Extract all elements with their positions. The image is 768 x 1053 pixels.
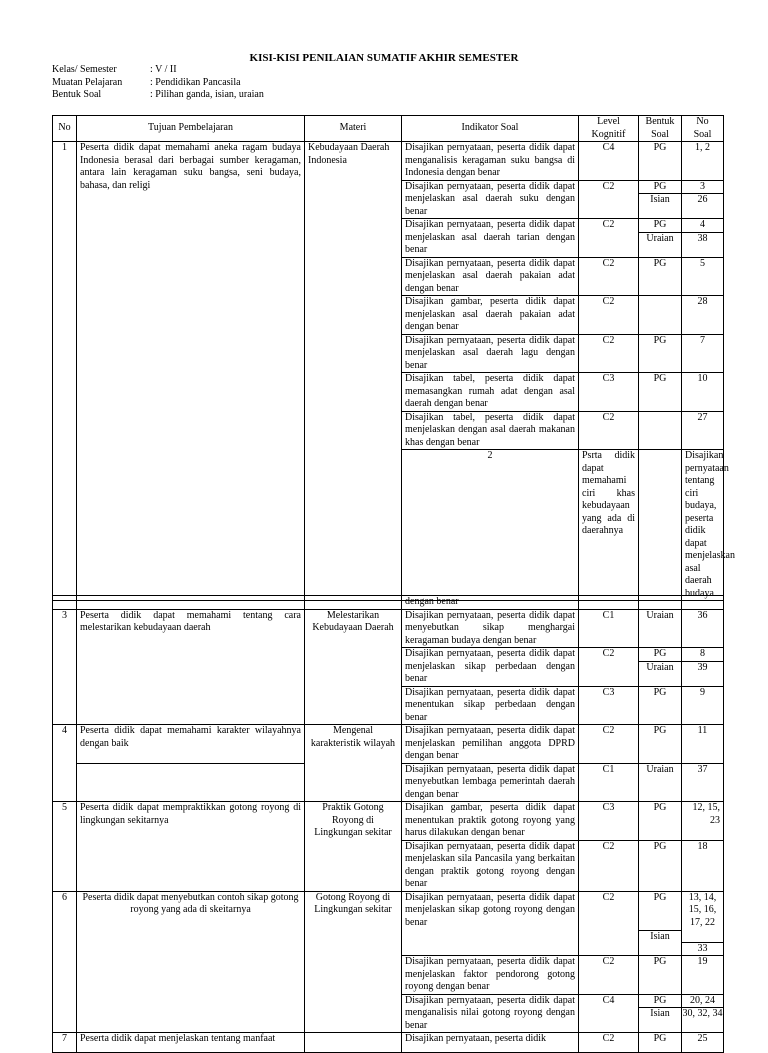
bentuk-soal: [639, 648, 682, 687]
indikator-soal: Disajikan pernyataan, peserta didik dapat menjelaskan asal daerah tarian dengan benar: [402, 219, 579, 258]
bentuk-soal: PG: [639, 334, 682, 373]
bentuk-soal: [639, 891, 682, 956]
materi: Kebudayaan Daerah Indonesia: [305, 142, 402, 601]
no-soal: 36: [682, 609, 724, 648]
bentuk-soal-isian: Isian: [639, 193, 681, 207]
no-soal: 5: [682, 257, 724, 296]
tujuan-pembelajaran: Peserta didik dapat menyebutkan contoh sikap gotong royong yang ada di skeitarnya: [77, 891, 305, 1033]
header-bentuk-soal: [639, 116, 682, 142]
header-nosoal-line2: Soal: [693, 128, 712, 140]
bentuk-soal: PG: [639, 802, 682, 841]
level-kognitif: C4: [579, 142, 639, 181]
materi: Praktik Gotong Royong di Lingkungan sekitar: [305, 802, 402, 892]
header-no: No: [53, 116, 77, 142]
tujuan-pembelajaran: Peserta didik dapat memahami tentang cara melestarikan kebudayaan daerah: [77, 609, 305, 725]
indikator-soal: Disajikan pernyataan, peserta didik dapat menjelaskan asal daerah suku dengan benar: [402, 180, 579, 219]
level-kognitif: C2: [579, 411, 639, 450]
bentuk-soal: [639, 411, 682, 450]
bentuk-soal-pg: PG: [653, 180, 667, 192]
header-nosoal-line1: No: [696, 116, 709, 127]
level-kognitif: C2: [579, 725, 639, 764]
indikator-soal: Disajikan pernyataan, peserta didik dapat menentukan sikap perbedaan dengan benar: [402, 686, 579, 725]
materi: [305, 596, 402, 610]
tujuan-pembelajaran: Psrta didik dapat memahami ciri khas kebudayaan yang ada di daerahnya: [579, 450, 639, 601]
materi: [639, 450, 682, 601]
no-soal: 1, 2: [682, 142, 724, 181]
indikator-soal: Disajikan pernyataan, peserta didik dapat menyebutkan lembaga pemerintah daerah dengan benar: [402, 763, 579, 802]
bentuk-soal-pg: PG: [653, 994, 667, 1006]
no-soal: [682, 596, 724, 610]
indikator-soal: Disajikan pernyataan tentang ciri budaya, peserta didik dapat menjelaskan asal daerah budaya: [682, 450, 724, 601]
no-soal-pg: 8: [700, 648, 705, 659]
row-number: 6: [53, 891, 77, 1033]
bentuk-soal-uraian: Uraian: [639, 661, 681, 675]
tujuan-pembelajaran: Peserta didik dapat memahami aneka ragam budaya Indonesia berasal dari berbagai sumber keragaman, antara lain keragaman suku bangsa, seni budaya, bahasa, dan religi: [77, 142, 305, 601]
bentuk-soal-uraian: Uraian: [639, 232, 681, 246]
bentuk-soal-pg: PG: [653, 219, 667, 230]
indikator-soal: Disajikan pernyataan, peserta didik dapat menganalisis keragaman suku bangsa di Indonesia dengan benar: [402, 142, 579, 181]
row-number: 1: [53, 142, 77, 601]
header-tujuan-pembelajaran: Tujuan Pembelajaran: [77, 116, 305, 142]
no-soal-isian: 33: [682, 942, 723, 956]
indikator-soal: Disajikan gambar, peserta didik dapat menjelaskan asal daerah pakaian adat dengan benar: [402, 296, 579, 335]
no-soal: [682, 180, 724, 219]
header-materi: Materi: [305, 116, 402, 142]
indikator-soal: Disajikan pernyataan, peserta didik dapat menjelaskan sikap perbedaan dengan benar: [402, 648, 579, 687]
table-row: [53, 725, 724, 764]
level-kognitif: C2: [579, 257, 639, 296]
indikator-soal: Disajikan tabel, peserta didik dapat memasangkan rumah adat dengan asal daerah dengan benar: [402, 373, 579, 412]
meta-kelas-semester: [52, 64, 264, 77]
row-number: 3: [53, 609, 77, 725]
meta-label: Bentuk Soal: [52, 89, 102, 100]
level-kognitif: C2: [579, 956, 639, 995]
table-row: [53, 891, 724, 956]
level-kognitif: C3: [579, 686, 639, 725]
no-soal: 18: [682, 840, 724, 891]
level-kognitif: C2: [579, 648, 639, 687]
no-soal-pg: 20, 24: [690, 994, 715, 1006]
table-row: [53, 1033, 724, 1053]
level-kognitif: C2: [579, 296, 639, 335]
no-soal-uraian: 39: [682, 661, 723, 675]
no-soal: [682, 994, 724, 1033]
indikator-soal: Disajikan pernyataan, peserta didik dapat menjelaskan asal daerah lagu dengan benar: [402, 334, 579, 373]
level-kognitif: C1: [579, 763, 639, 802]
bentuk-soal: PG: [639, 1033, 682, 1053]
materi: Melestarikan Kebudayaan Daerah: [305, 609, 402, 725]
indikator-soal: Disajikan pernyataan, peserta didik dapat menjelaskan asal daerah pakaian adat dengan benar: [402, 257, 579, 296]
kisi-kisi-table-page-1: [52, 115, 735, 601]
bentuk-soal: PG: [639, 840, 682, 891]
indikator-soal: Disajikan gambar, peserta didik dapat menentukan praktik gotong royong yang harus dilakukan dengan benar: [402, 802, 579, 841]
no-soal: 28: [682, 296, 724, 335]
table-row-continuation: [53, 596, 724, 610]
table-header-row: [53, 116, 724, 142]
level-kognitif: C2: [579, 1033, 639, 1053]
meta-value: : Pendidikan Pancasila: [150, 76, 241, 88]
bentuk-soal: PG: [639, 956, 682, 995]
meta-muatan-pelajaran: [52, 77, 264, 90]
level-kognitif: C2: [579, 219, 639, 258]
bentuk-soal: Uraian: [639, 763, 682, 802]
no-soal-pg: 3: [700, 180, 705, 192]
meta-label: Muatan Pelajaran: [52, 76, 123, 88]
header-level-line1: Level: [597, 116, 620, 127]
no-soal: 10: [682, 373, 724, 412]
indikator-soal: Disajikan pernyataan, peserta didik dapat menyebutkan sikap menghargai keragaman budaya dengan benar: [402, 609, 579, 648]
no-soal: 9: [682, 686, 724, 725]
no-soal: 12, 15, 23: [682, 802, 724, 841]
bentuk-soal: [639, 596, 682, 610]
tujuan-pembelajaran: Peserta didik dapat menjelaskan tentang manfaat: [77, 1033, 305, 1053]
no-soal: [682, 648, 724, 687]
level-kognitif: C2: [579, 840, 639, 891]
meta-bentuk-soal: [52, 89, 264, 102]
level-kognitif: C1: [579, 609, 639, 648]
header-indikator-soal: Indikator Soal: [402, 116, 579, 142]
level-kognitif: [579, 596, 639, 610]
bentuk-soal: Uraian: [639, 609, 682, 648]
bentuk-soal: PG: [639, 142, 682, 181]
level-kognitif: C2: [579, 334, 639, 373]
materi: Mengenal karakteristik wilayah: [305, 725, 402, 802]
level-kognitif: C3: [579, 802, 639, 841]
document-meta: [52, 64, 264, 102]
no-soal: 25: [682, 1033, 724, 1053]
meta-value: : V / II: [150, 64, 177, 75]
meta-value: : Pilihan ganda, isian, uraian: [150, 89, 264, 100]
indikator-soal: Disajikan tabel, peserta didik dapat menjelaskan dengan asal daerah makanan khas dengan benar: [402, 411, 579, 450]
level-kognitif: C4: [579, 994, 639, 1033]
no-soal: 11: [682, 725, 724, 764]
row-number: [53, 596, 77, 610]
tujuan-pembelajaran: [77, 596, 305, 610]
no-soal-pg: 13, 14, 15, 16, 17, 22: [688, 891, 717, 928]
indikator-soal: Disajikan pernyataan, peserta didik: [402, 1033, 579, 1053]
header-level-line2: Kognitif: [591, 128, 626, 140]
bentuk-soal: [639, 994, 682, 1033]
table-row: [53, 142, 724, 167]
no-soal-pg: 4: [700, 219, 705, 230]
row-number: 2: [402, 450, 579, 601]
bentuk-soal: [639, 219, 682, 258]
no-soal-isian: 30, 32, 34: [682, 1008, 723, 1019]
no-soal: 19: [682, 956, 724, 995]
tujuan-pembelajaran-empty: [77, 763, 305, 802]
row-number: 4: [53, 725, 77, 802]
materi: [305, 1033, 402, 1053]
indikator-soal: Disajikan pernyataan, peserta didik dapat menjelaskan pemilihan anggota DPRD dengan benar: [402, 725, 579, 764]
table-row: [53, 802, 724, 841]
bentuk-soal: [639, 180, 682, 219]
header-no-soal: [682, 116, 724, 142]
meta-label: Kelas/ Semester: [52, 64, 117, 75]
no-soal: [682, 219, 724, 258]
bentuk-soal-isian: Isian: [639, 930, 681, 944]
level-kognitif: C2: [579, 891, 639, 956]
indikator-soal: Disajikan pernyataan, peserta didik dapat menjelaskan sikap gotong royong dengan benar: [402, 891, 579, 956]
materi: Gotong Royong di Lingkungan sekitar: [305, 891, 402, 1033]
row-number: 7: [53, 1033, 77, 1053]
bentuk-soal: PG: [639, 257, 682, 296]
no-soal-uraian: 38: [682, 232, 723, 246]
table-row: [53, 609, 724, 648]
indikator-soal: Disajikan pernyataan, peserta didik dapat menjelaskan faktor pendorong gotong royong dengan benar: [402, 956, 579, 995]
tujuan-pembelajaran: Peserta didik dapat memahami karakter wilayahnya dengan baik: [77, 725, 305, 764]
tujuan-pembelajaran: Peserta didik dapat mempraktikkan gotong royong di lingkungan sekitarnya: [77, 802, 305, 892]
bentuk-soal: PG: [639, 686, 682, 725]
bentuk-soal: PG: [639, 725, 682, 764]
no-soal: 37: [682, 763, 724, 802]
level-kognitif: C2: [579, 180, 639, 219]
no-soal: 27: [682, 411, 724, 450]
bentuk-soal: PG: [639, 373, 682, 412]
indikator-soal: dengan benar: [402, 596, 579, 610]
header-bentuk-line2: Soal: [651, 128, 669, 140]
no-soal-isian: 26: [682, 193, 723, 207]
indikator-soal: Disajikan pernyataan, peserta didik dapat menganalisis nilai gotong royong dengan benar: [402, 994, 579, 1033]
row-number: 5: [53, 802, 77, 892]
bentuk-soal-isian: Isian: [639, 1007, 681, 1021]
document-title: KISI-KISI PENILAIAN SUMATIF AKHIR SEMESTER: [249, 52, 519, 64]
bentuk-soal: [639, 296, 682, 335]
header-level-kognitif: [579, 116, 639, 142]
header-bentuk-line1: Bentuk: [645, 116, 675, 127]
kisi-kisi-table-page-2: [52, 595, 724, 1053]
bentuk-soal-pg: PG: [653, 891, 667, 903]
no-soal: 7: [682, 334, 724, 373]
indikator-soal: Disajikan pernyataan, peserta didik dapat menjelaskan sila Pancasila yang berkaitan dengan praktik gotong royong dengan benar: [402, 840, 579, 891]
level-kognitif: C3: [579, 373, 639, 412]
no-soal: [682, 891, 724, 956]
bentuk-soal-pg: PG: [653, 648, 667, 659]
